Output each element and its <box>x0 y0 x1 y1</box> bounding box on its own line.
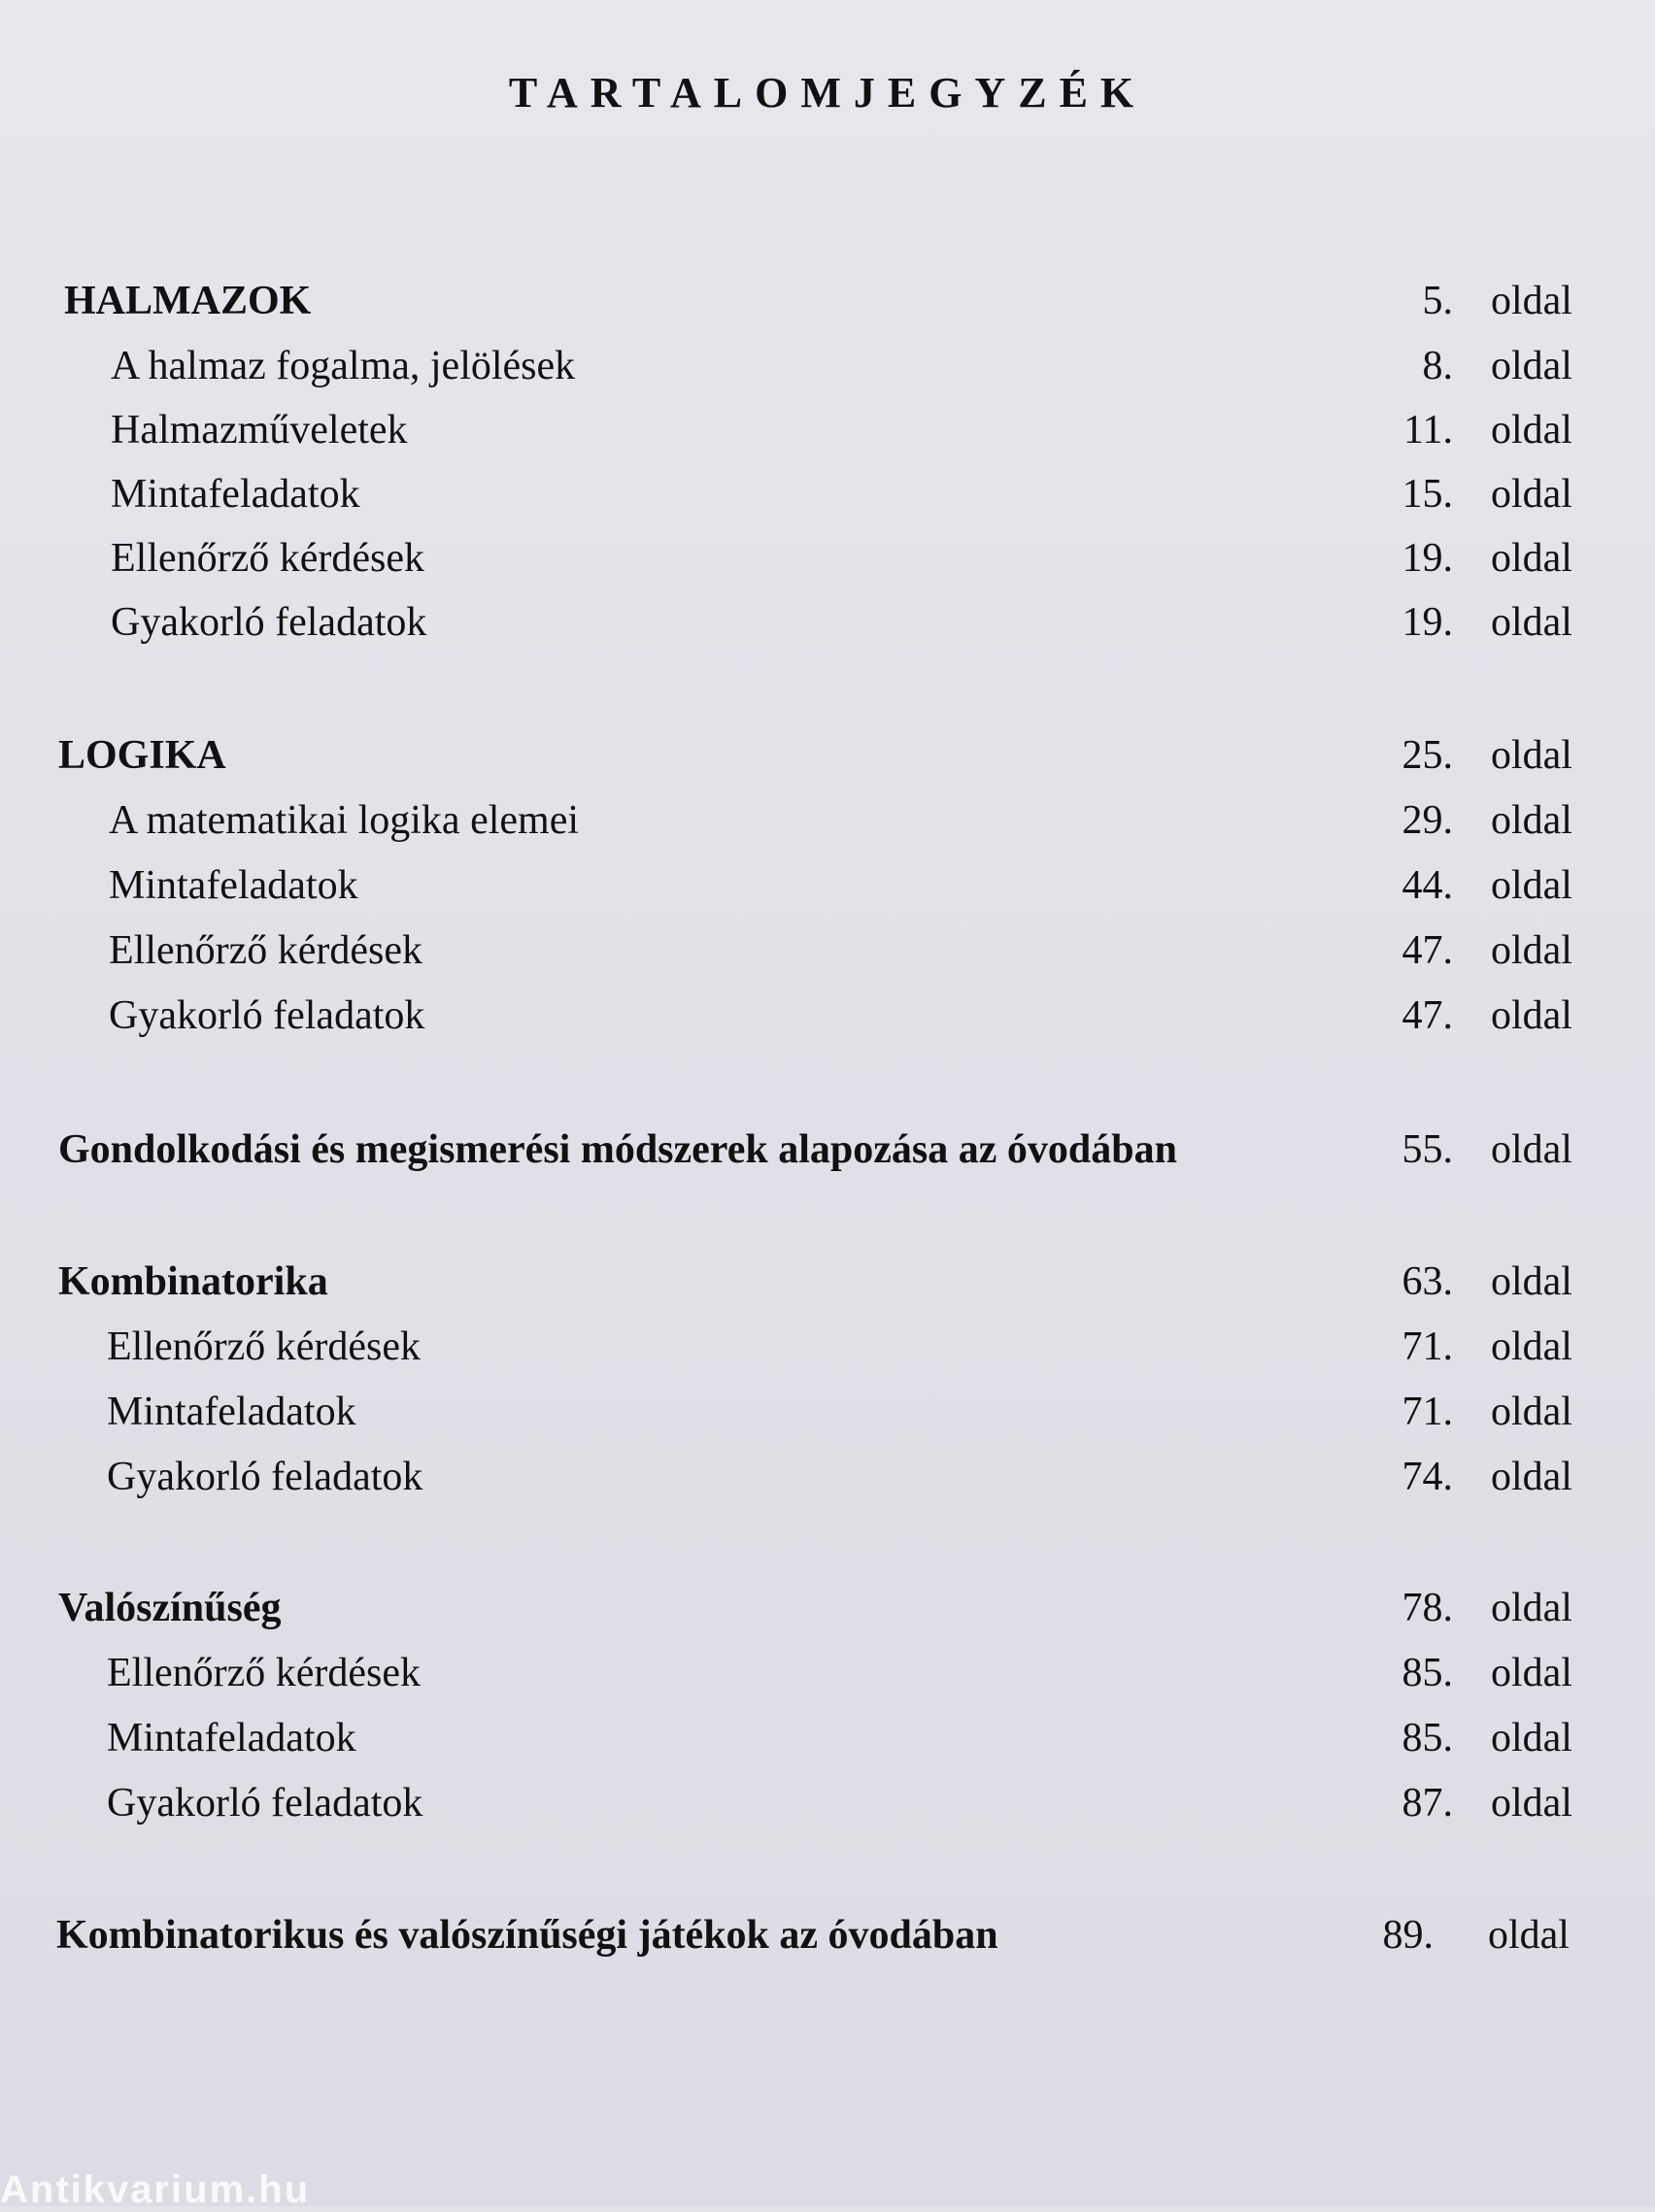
toc-page-number: 85. <box>1402 1716 1453 1760</box>
toc-heading-label: Valószínűség <box>58 1586 282 1630</box>
toc-heading-label: HALMAZOK <box>64 279 312 323</box>
toc-page-number: 19. <box>1402 600 1453 645</box>
toc-heading-label: Kombinatorikus és valószínűségi játékok az óvodában <box>56 1913 998 1958</box>
toc-page-word: oldal <box>1491 600 1572 645</box>
toc-item-label: Gyakorló feladatok <box>107 1455 423 1499</box>
toc-page-word: oldal <box>1491 798 1572 843</box>
toc-item <box>0 529 1655 587</box>
toc-heading-gondolkodasi <box>0 1121 1655 1179</box>
toc-page-word: oldal <box>1491 1390 1572 1434</box>
toc-item <box>0 1318 1655 1376</box>
toc-page-number: 71. <box>1402 1324 1453 1369</box>
toc-item <box>0 1448 1655 1506</box>
toc-item <box>0 856 1655 915</box>
toc-item <box>0 337 1655 395</box>
toc-item-label: Ellenőrző kérdések <box>111 536 425 581</box>
toc-page-number: 8. <box>1422 344 1453 388</box>
toc-page-number: 74. <box>1402 1455 1453 1499</box>
toc-page-word: oldal <box>1491 472 1572 517</box>
toc-page-number: 19. <box>1402 536 1453 581</box>
toc-item-label: Halmazműveletek <box>111 408 408 452</box>
toc-item-label: Mintafeladatok <box>107 1390 356 1434</box>
toc-page-number: 25. <box>1402 733 1453 778</box>
toc-page-word: oldal <box>1491 1586 1572 1630</box>
toc-page-number: 78. <box>1402 1586 1453 1630</box>
toc-item-label: Gyakorló feladatok <box>107 1781 423 1826</box>
toc-heading-halmazok <box>0 272 1655 330</box>
toc-page-word: oldal <box>1491 928 1572 973</box>
toc-page-word: oldal <box>1491 1716 1572 1760</box>
toc-heading-kombinatorika <box>0 1253 1655 1311</box>
toc-page-word: oldal <box>1491 1651 1572 1695</box>
toc-heading-jatekok <box>0 1906 1655 1964</box>
toc-page-number: 47. <box>1402 993 1453 1038</box>
toc-item <box>0 791 1655 850</box>
toc-item <box>0 1644 1655 1702</box>
toc-page-number: 87. <box>1402 1781 1453 1826</box>
toc-item-label: Mintafeladatok <box>109 863 358 908</box>
toc-heading-logika <box>0 726 1655 785</box>
page-title: TARTALOMJEGYZÉK <box>508 69 1147 117</box>
toc-page-word: oldal <box>1491 408 1572 452</box>
toc-page-number: 85. <box>1402 1651 1453 1695</box>
toc-heading-label: LOGIKA <box>58 733 226 778</box>
toc-item-label: Mintafeladatok <box>107 1716 356 1760</box>
toc-page-number: 63. <box>1402 1259 1453 1304</box>
toc-item <box>0 1709 1655 1767</box>
toc-page-word: oldal <box>1491 1781 1572 1826</box>
watermark: Antikvarium.hu <box>0 2168 311 2211</box>
toc-item <box>0 1774 1655 1832</box>
toc-page-number: 89. <box>1382 1913 1434 1958</box>
toc-page-word: oldal <box>1491 279 1572 323</box>
toc-page-number: 29. <box>1402 798 1453 843</box>
toc-page-word: oldal <box>1491 863 1572 908</box>
toc-page-word: oldal <box>1491 536 1572 581</box>
toc-page-word: oldal <box>1491 733 1572 778</box>
toc-heading-label: Kombinatorika <box>58 1259 328 1304</box>
toc-page-word: oldal <box>1488 1913 1570 1958</box>
toc-page-word: oldal <box>1491 344 1572 388</box>
toc-page-word: oldal <box>1491 1324 1572 1369</box>
toc-item-label: Ellenőrző kérdések <box>109 928 423 973</box>
toc-page-word: oldal <box>1491 1455 1572 1499</box>
toc-item <box>0 401 1655 459</box>
toc-page-number: 55. <box>1402 1127 1453 1172</box>
toc-page-number: 11. <box>1403 408 1453 452</box>
toc-heading-label: Gondolkodási és megismerési módszerek alapozása az óvodában <box>58 1127 1177 1172</box>
toc-page-number: 47. <box>1402 928 1453 973</box>
toc-item-label: Ellenőrző kérdések <box>107 1651 422 1695</box>
toc-item-label: Mintafeladatok <box>111 472 360 517</box>
toc-item <box>0 987 1655 1045</box>
toc-item-label: A halmaz fogalma, jelölések <box>111 344 576 388</box>
toc-page-word: oldal <box>1491 1127 1572 1172</box>
toc-page-word: oldal <box>1491 1259 1572 1304</box>
toc-item-label: Ellenőrző kérdések <box>107 1324 422 1369</box>
toc-item <box>0 465 1655 523</box>
toc-page-number: 71. <box>1402 1390 1453 1434</box>
toc-page-number: 15. <box>1402 472 1453 517</box>
toc-heading-valoszinuseg <box>0 1579 1655 1637</box>
toc-item-label: Gyakorló feladatok <box>111 600 427 645</box>
toc-item-label: Gyakorló feladatok <box>109 993 425 1038</box>
toc-item <box>0 1383 1655 1441</box>
toc-page-number: 5. <box>1422 279 1453 323</box>
toc-page-word: oldal <box>1491 993 1572 1038</box>
toc-item <box>0 922 1655 980</box>
toc-item <box>0 593 1655 652</box>
toc-page-number: 44. <box>1402 863 1453 908</box>
toc-item-label: A matematikai logika elemei <box>109 798 580 843</box>
